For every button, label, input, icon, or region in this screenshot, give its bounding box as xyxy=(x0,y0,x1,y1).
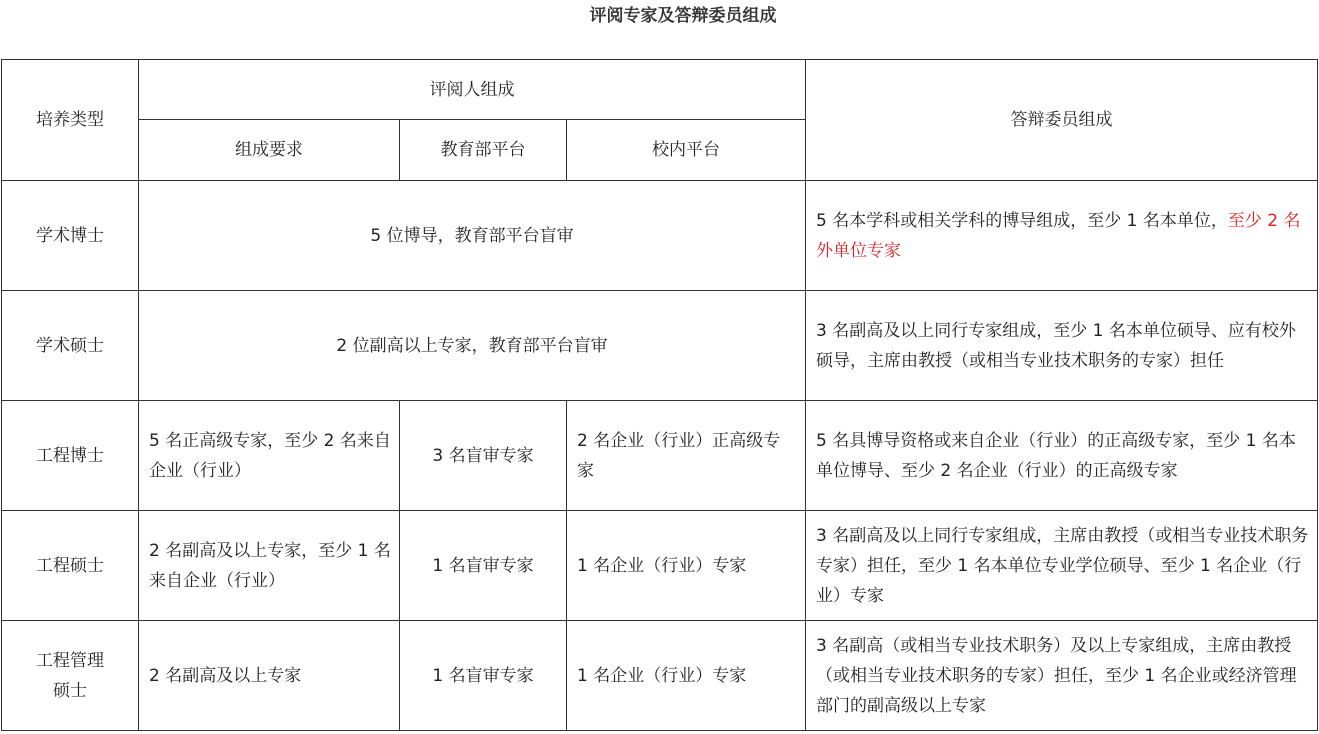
table-row xyxy=(2,401,1318,511)
subheader-requirement: 组成要求 xyxy=(139,120,400,181)
school-platform-cell: 2 名企业（行业）正高级专家 xyxy=(567,401,806,511)
row-type: 工程博士 xyxy=(2,401,139,511)
header-type: 培养类型 xyxy=(2,60,139,181)
table-row xyxy=(2,291,1318,401)
defense-cell: 3 名副高（或相当专业技术职务）及以上专家组成，主席由教授（或相当专业技术职务的专家）担任，至少 1 名企业或经济管理部门的副高级以上专家 xyxy=(806,621,1318,731)
defense-cell xyxy=(806,181,1318,291)
moe-platform-cell: 1 名盲审专家 xyxy=(400,621,567,731)
header-reviewer-group: 评阅人组成 xyxy=(139,60,806,120)
requirement-cell: 5 名正高级专家，至少 2 名来自企业（行业） xyxy=(139,401,400,511)
school-platform-cell: 1 名企业（行业）专家 xyxy=(567,621,806,731)
committee-table xyxy=(1,59,1318,731)
subheader-moe-platform: 教育部平台 xyxy=(400,120,567,181)
header-row xyxy=(2,60,1318,120)
defense-cell: 3 名副高及以上同行专家组成，至少 1 名本单位硕导、应有校外硕导，主席由教授（或相当专业技术职务的专家）担任 xyxy=(806,291,1318,401)
defense-cell: 3 名副高及以上同行专家组成，主席由教授（或相当专业技术职务专家）担任，至少 1 名本单位专业学位硕导、至少 1 名企业（行业）专家 xyxy=(806,511,1318,621)
subheader-school-platform: 校内平台 xyxy=(567,120,806,181)
reviewer-merged-cell: 5 位博导，教育部平台盲审 xyxy=(139,181,806,291)
requirement-cell: 2 名副高及以上专家 xyxy=(139,621,400,731)
defense-cell: 5 名具博导资格或来自企业（行业）的正高级专家，至少 1 名本单位博导、至少 2 名企业（行业）的正高级专家 xyxy=(806,401,1318,511)
moe-platform-cell: 1 名盲审专家 xyxy=(400,511,567,621)
defense-text: 5 名本学科或相关学科的博导组成，至少 1 名本单位， xyxy=(816,210,1228,231)
reviewer-merged-cell: 2 位副高以上专家，教育部平台盲审 xyxy=(139,291,806,401)
moe-platform-cell: 3 名盲审专家 xyxy=(400,401,567,511)
row-type: 工程管理硕士 xyxy=(2,621,139,731)
table-row xyxy=(2,511,1318,621)
row-type: 学术博士 xyxy=(2,181,139,291)
header-defense-group: 答辩委员组成 xyxy=(806,60,1318,181)
table-row xyxy=(2,181,1318,291)
table-row xyxy=(2,621,1318,731)
defense-highlight-text: 至少 2 名外单位专家 xyxy=(816,210,1301,261)
requirement-cell: 2 名副高及以上专家，至少 1 名来自企业（行业） xyxy=(139,511,400,621)
page-title: 评阅专家及答辩委员组成 xyxy=(589,6,777,26)
row-type: 学术硕士 xyxy=(2,291,139,401)
row-type: 工程硕士 xyxy=(2,511,139,621)
school-platform-cell: 1 名企业（行业）专家 xyxy=(567,511,806,621)
